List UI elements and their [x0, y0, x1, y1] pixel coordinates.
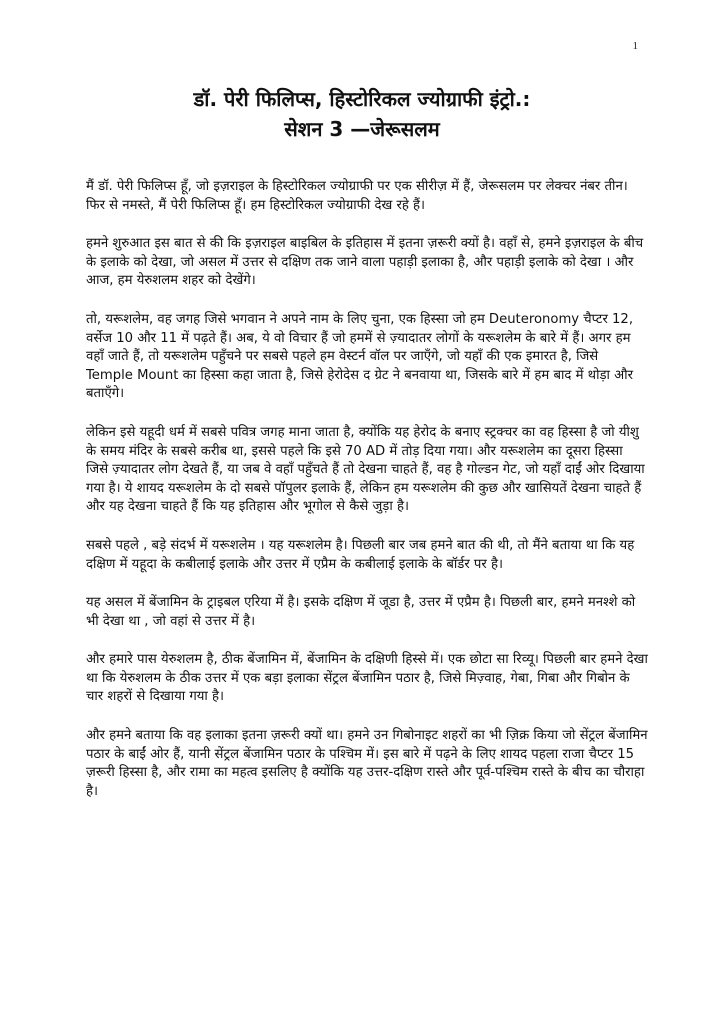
- document-body: [86, 178, 648, 821]
- paragraph: मैं डॉ. पेरी फिलिप्स हूँ, जो इज़राइल के हिस्टोरिकल ज्योग्राफी पर एक सीरीज़ में हैं, जेरूसलम पर लेक्चर नंबर तीन। फिर से नमस्ते, मैं पेरी फिलिप्स हूँ। हम हिस्टोरिकल ज्योग्राफी देख रहे हैं।: [86, 179, 628, 213]
- paragraph: तो, यरूशलेम, वह जगह जिसे भगवान ने अपने नाम के लिए चुना, एक हिस्सा जो हम Deuteronomy चैप्टर 12, वर्सेज 10 और 11 में पढ़ते हैं। अब, ये वो विचार हैं जो हममें से ज़्यादातर लोगों के यरूशलेम के बारे में हैं। अगर हम वहाँ जाते हैं, तो यरूशलेम पहुँचने पर सबसे पहले हम वेस्टर्न वॉल पर जाएँगे, जो यहाँ की एक इमारत है, जिसे Temple Mount का हिस्सा कहा जाता है, जिसे हेरोदेस द ग्रेट ने बनवाया था, जिसके बारे में हम बाद में थोड़ा और बताएँगे।: [86, 311, 634, 402]
- paragraph: हमने शुरुआत इस बात से की कि इज़राइल बाइबिल के इतिहास में इतना ज़रूरी क्यों है। वहाँ से, हमने इज़राइल के बीच के इलाके को देखा, जो असल में उत्तर से दक्षिण तक जाने वाला पहाड़ी इलाका है, और पहाड़ी इलाके को देखा । और आज, हम येरुशलम शहर को देखेंगे।: [86, 236, 644, 289]
- paragraph: यह असल में बेंजामिन के ट्राइबल एरिया में है। इसके दक्षिण में जूडा है, उत्तर में एप्रैम है। पिछली बार, हमने मनश्शे को भी देखा था , जो वहां से उत्तर में है।: [86, 595, 636, 629]
- paragraph: लेकिन इसे यहूदी धर्म में सबसे पवित्र जगह माना जाता है, क्योंकि यह हेरोद के बनाए स्ट्रक्चर का वह हिस्सा है जो यीशु के समय मंदिर के सबसे करीब था, इससे पहले कि इसे 70 AD में तोड़ दिया गया। और यरूशलेम का दूसरा हिस्सा जिसे ज़्यादातर लोग देखते हैं, या जब वे वहाँ पहुँचते हैं तो देखना चाहते हैं, वह है गोल्डन गेट, जो यहाँ दाईं ओर दिखाया गया है। ये शायद यरूशलेम के दो सबसे पॉपुलर इलाके हैं, लेकिन हम यरूशलेम की कुछ और खासियतें देखना चाहते हैं और यह देखना चाहते हैं कि यह इतिहास और भूगोल से कैसे जुड़ा है।: [86, 424, 645, 515]
- paragraph: और हमारे पास येरुशलम है, ठीक बेंजामिन में, बेंजामिन के दक्षिणी हिस्से में। एक छोटा सा रिव्यू। पिछली बार हमने देखा था कि येरुशलम के ठीक उत्तर में एक बड़ा इलाका सेंट्रल बेंजामिन पठार है, जिसे मिज़्वाह, गेबा, गिबा और गिबोन के चार शहरों से दिखाया गया है।: [86, 652, 648, 705]
- title-line-1: डॉ. पेरी फिलिप्स, हिस्टोरिकल ज्योग्राफी इंट्रो.:: [193, 87, 531, 111]
- paragraph: सबसे पहले , बड़े संदर्भ में यरूशलेम । यह यरूशलेम है। पिछली बार जब हमने बात की थी, तो मैंने बताया था कि यह दक्षिण में यहूदा के कबीलाई इलाके और उत्तर में एप्रैम के कबीलाई इलाके के बॉर्डर पर है।: [86, 537, 635, 572]
- document-title: [60, 84, 664, 144]
- paragraph: और हमने बताया कि वह इलाका इतना ज़रूरी क्यों था। हमने उन गिबोनाइट शहरों का भी ज़िक्र किया जो सेंट्रल बेंजामिन पठार के बाईं ओर हैं, यानी सेंट्रल बेंजामिन पठार के पश्चिम में। इस बारे में पढ़ने के लिए शायद पहला राजा चैप्टर 15 ज़रूरी हिस्सा है, और रामा का महत्व इसलिए है क्योंकि यह उत्तर-दक्षिण रास्ते और पूर्व-पश्चिम रास्ते के बीच का चौराहा है।: [86, 728, 648, 799]
- title-line-2: सेशन 3 —जेरूसलम: [284, 117, 440, 141]
- page-number: 1: [632, 40, 638, 52]
